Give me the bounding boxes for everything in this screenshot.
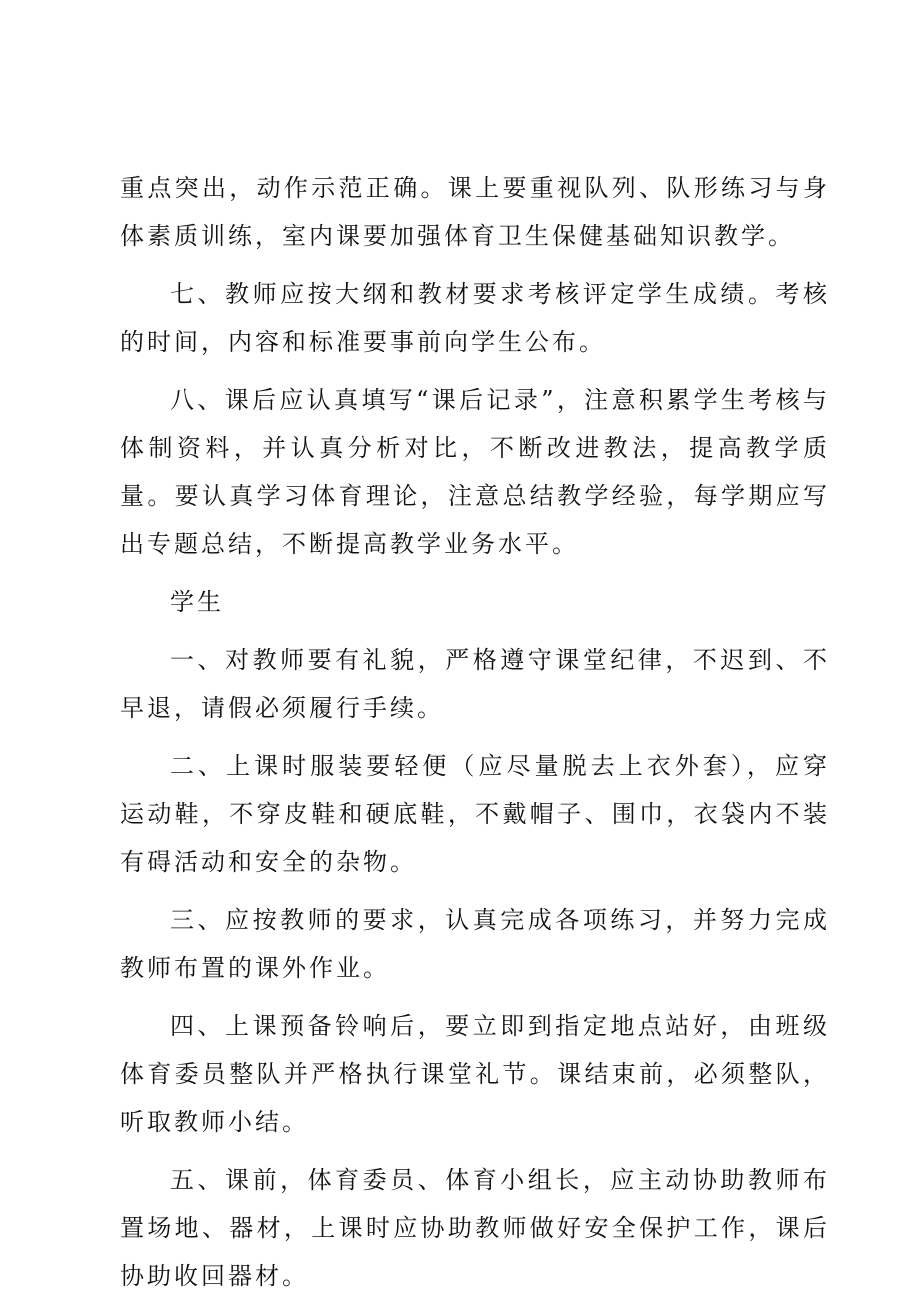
paragraph-student-2: 二、上课时服装要轻便（应尽量脱去上衣外套），应穿运动鞋，不穿皮鞋和硬底鞋，不戴帽子、围巾，衣袋内不装有碍活动和安全的杂物。 bbox=[120, 752, 830, 876]
paragraph-student-1: 一、对教师要有礼貌，严格遵守课堂纪律，不迟到、不早退，请假必须履行手续。 bbox=[120, 646, 830, 722]
paragraph-student-5: 五、课前，体育委员、体育小组长，应主动协助教师布置场地、器材，上课时应协助教师做好安全保护工作，课后协助收回器材。 bbox=[120, 1166, 830, 1290]
paragraph-student-4: 四、上课预备铃响后，要立即到指定地点站好，由班级体育委员整队并严格执行课堂礼节。课结束前，必须整队，听取教师小结。 bbox=[120, 1012, 830, 1136]
document-body bbox=[120, 164, 830, 1310]
paragraph-continuation: 重点突出，动作示范正确。课上要重视队列、队形练习与身体素质训练，室内课要加强体育卫生保健基础知识教学。 bbox=[120, 174, 830, 250]
paragraph-student-3: 三、应按教师的要求，认真完成各项练习，并努力完成教师布置的课外作业。 bbox=[120, 906, 830, 982]
paragraph-item-7: 七、教师应按大纲和教材要求考核评定学生成绩。考核的时间，内容和标准要事前向学生公布。 bbox=[120, 280, 830, 356]
section-heading-students: 学生 bbox=[170, 588, 224, 616]
paragraph-item-8: 八、课后应认真填写“课后记录”，注意积累学生考核与体制资料，并认真分析对比，不断改进教法，提高教学质量。要认真学习体育理论，注意总结教学经验，每学期应写出专题总结，不断提高教学业务水平。 bbox=[120, 386, 830, 558]
